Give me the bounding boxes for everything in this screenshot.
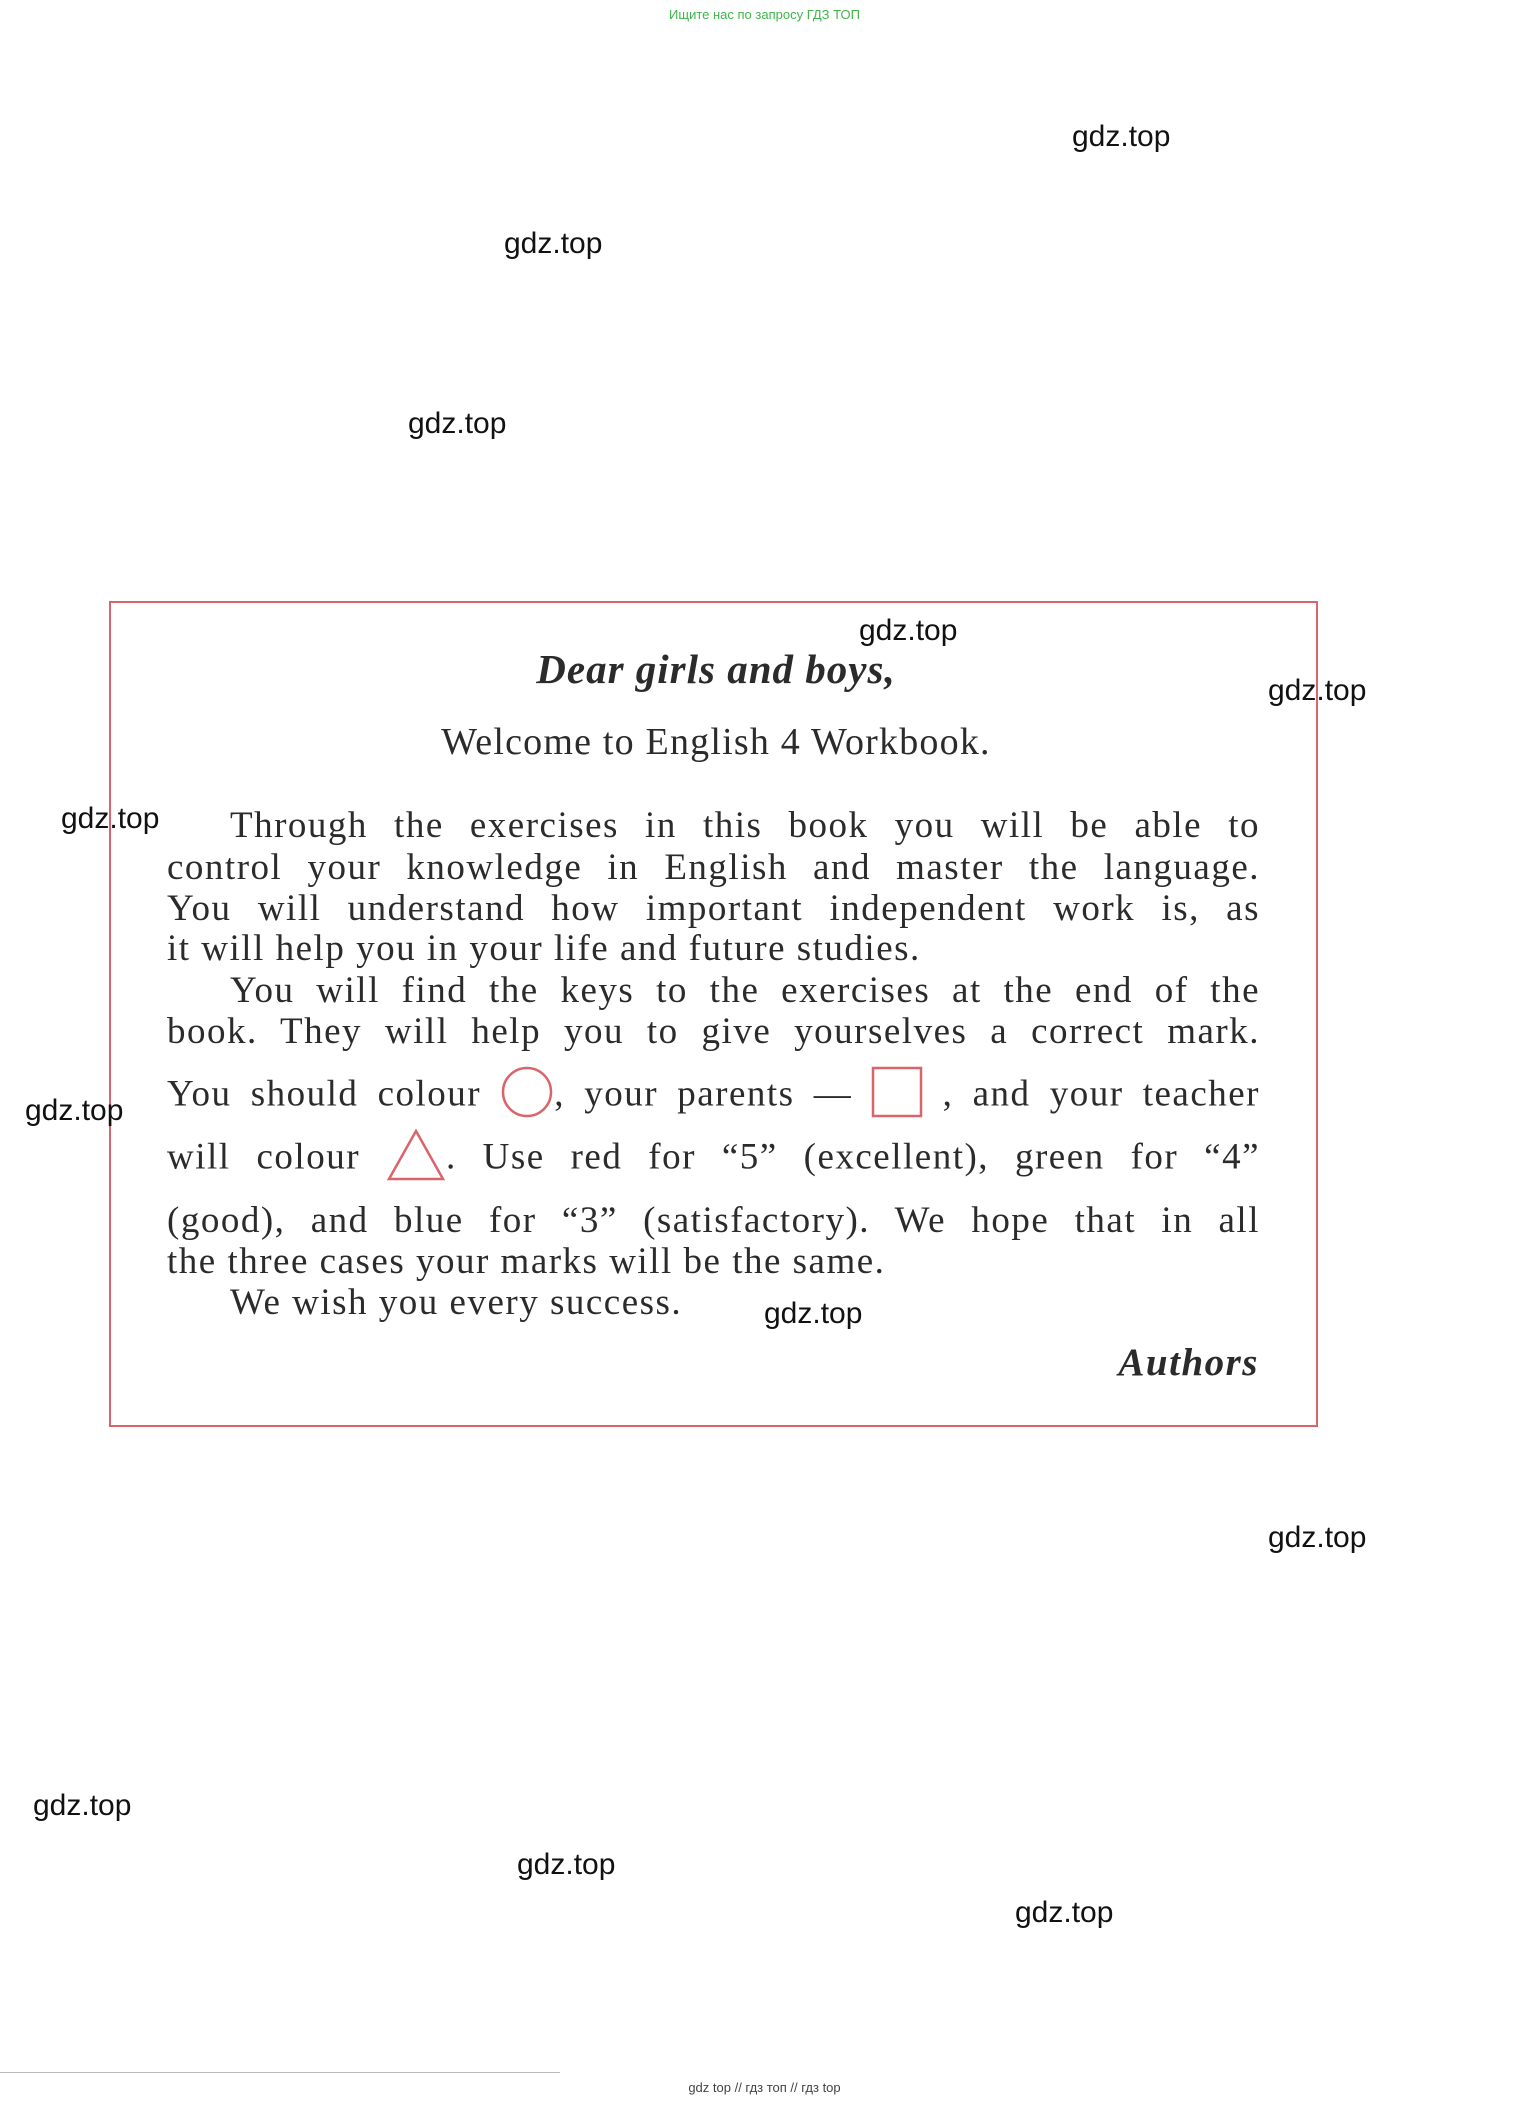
letter-line: book. They will help you to give yourselves a correct mark. [167, 1011, 1260, 1052]
watermark: gdz.top [408, 407, 507, 440]
watermark: gdz.top [764, 1297, 863, 1330]
watermark: gdz.top [1268, 1521, 1367, 1554]
colour-line-1-b: , your parents — [554, 1073, 853, 1115]
colour-line-2-a: will colour [167, 1136, 361, 1178]
watermark: gdz.top [1268, 674, 1367, 707]
letter-signoff: Authors [1118, 1341, 1259, 1384]
letter-line: (good), and blue for “3” (satisfactory). We hope that in all [167, 1200, 1260, 1241]
footer-note: gdz top // гдз топ // гдз top [688, 2080, 841, 2095]
watermark: gdz.top [517, 1848, 616, 1881]
watermark: gdz.top [1015, 1896, 1114, 1929]
letter-line: control your knowledge in English and master the language. [167, 847, 1260, 888]
colour-line-1 [167, 1065, 1260, 1129]
letter-closing: We wish you every success. [230, 1282, 683, 1323]
letter-welcome: Welcome to English 4 Workbook. [441, 721, 991, 763]
letter-line: You will understand how important independent work is, as [167, 888, 1260, 929]
header-note: Ищите нас по запросу ГДЗ ТОП [669, 7, 860, 22]
watermark: gdz.top [1072, 120, 1171, 153]
letter-line: the three cases your marks will be the same. [167, 1241, 886, 1282]
letter-line: it will help you in your life and future studies. [167, 928, 921, 969]
triangle-icon [386, 1128, 446, 1192]
footer-rule [0, 2072, 560, 2073]
colour-line-1-a: You should colour [167, 1073, 482, 1115]
watermark: gdz.top [859, 614, 958, 647]
watermark: gdz.top [33, 1789, 132, 1822]
colour-line-1-c: , and your teacher [942, 1073, 1260, 1115]
square-icon [871, 1066, 923, 1128]
watermark: gdz.top [25, 1094, 124, 1127]
letter-line: You will find the keys to the exercises at the end of the [230, 970, 1260, 1011]
watermark: gdz.top [61, 802, 160, 835]
watermark: gdz.top [504, 227, 603, 260]
circle-icon [500, 1065, 554, 1129]
colour-line-2 [167, 1128, 1260, 1192]
letter-line: Through the exercises in this book you will be able to [230, 805, 1260, 846]
letter-greeting: Dear girls and boys, [536, 646, 896, 692]
colour-line-2-b: . Use red for “5” (excellent), green for “4” [445, 1136, 1260, 1178]
